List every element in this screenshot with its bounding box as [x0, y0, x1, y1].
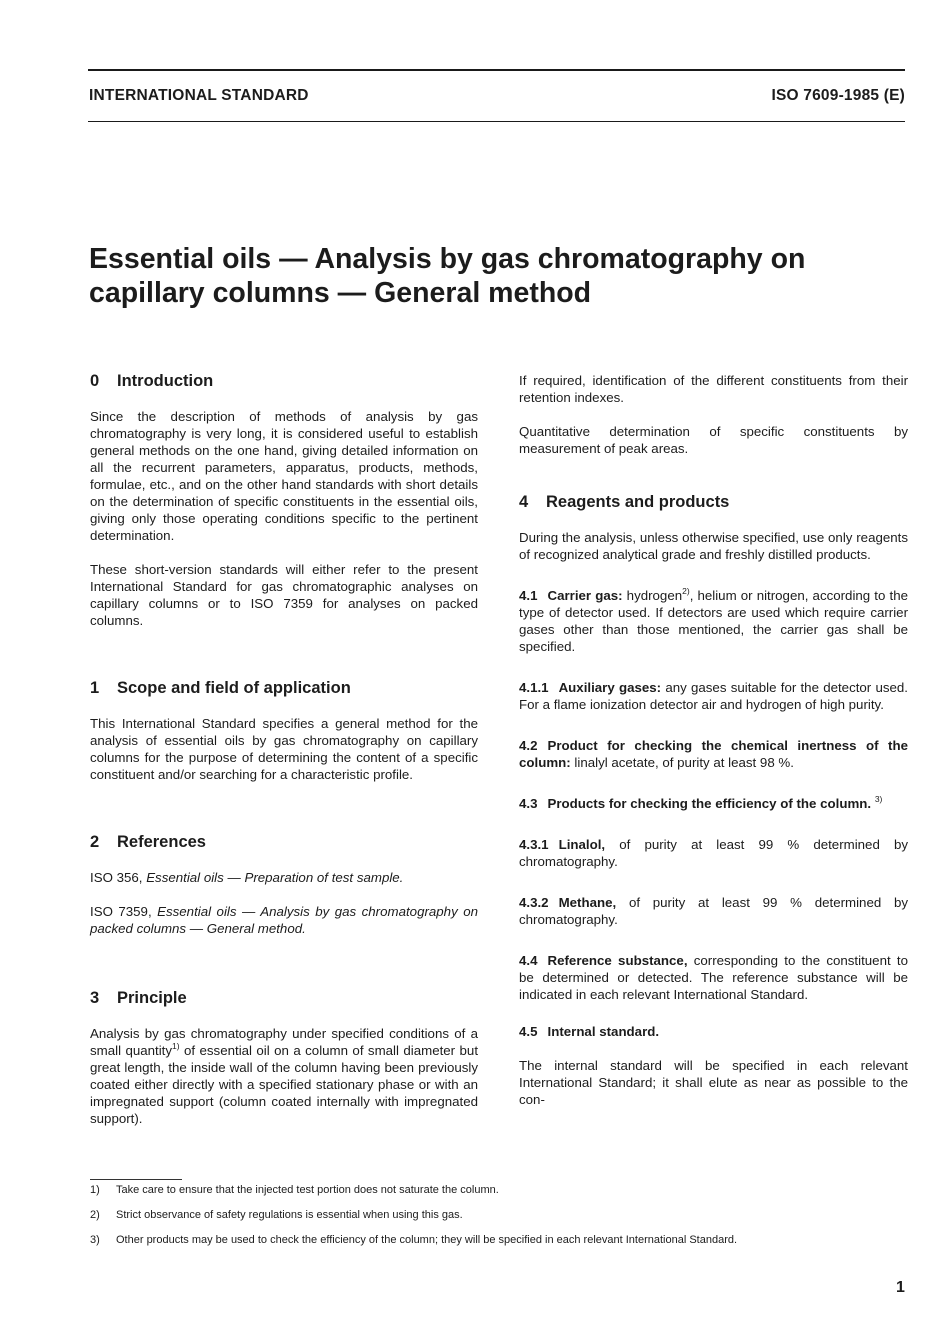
reference-code: ISO 356,: [90, 870, 143, 885]
reagents-paragraph: During the analysis, unless otherwise specified, use only reagents of recognized analytical grade and freshly distilled products.: [519, 530, 908, 562]
right-column: [519, 372, 908, 1108]
clause-label: Carrier gas:: [547, 588, 623, 603]
footnote-ref-2: 2): [682, 585, 690, 596]
section-number: 3: [90, 989, 100, 1007]
section-number: 4: [519, 493, 529, 511]
clause-number: 4.1: [519, 588, 538, 603]
clause-text: , helium or nitrogen, according to the type of detector used. If detectors are used which require carrier gases other than those mentioned, the carrier gas shall be specified.: [519, 588, 908, 654]
clause-4-3-2: [519, 894, 908, 928]
clause-label: Internal standard.: [547, 1024, 660, 1039]
clause-text: of purity at least 99 % determined by chromatography.: [519, 895, 908, 927]
header-document-type: INTERNATIONAL STANDARD: [89, 87, 309, 104]
clause-4-1: [519, 587, 908, 655]
clause-4-2: [519, 737, 908, 771]
left-column: [90, 372, 478, 1127]
clause-number: 4.2: [519, 738, 538, 753]
reference-iso-356: [90, 869, 478, 886]
page-number: 1: [896, 1279, 905, 1296]
title-line-1: Essential oils — Analysis by gas chromatography on: [89, 243, 806, 275]
clause-4-3-1: [519, 836, 908, 870]
section-title: Scope and field of application: [117, 679, 351, 697]
principle-text-a: Analysis by gas chromatography under specified conditions of a small quantity: [90, 1026, 478, 1058]
clause-label: Auxiliary gases:: [558, 680, 662, 695]
footnote-separator: [90, 1179, 182, 1180]
footnote-text: Other products may be used to check the efficiency of the column; they will be specified in each relevant International Standard.: [116, 1234, 738, 1246]
intro-paragraph-1: Since the description of methods of analysis by gas chromatography is very long, it is considered useful to establish general methods on the one hand, giving detailed information on all the recurrent parameters, apparatus, products, methods, formulae, etc., and on the other hand standards with short details on the determination of specific constituents in the essential oils, giving only those operating conditions specific to the pertinent determination.: [90, 409, 478, 543]
footnote-text: Take care to ensure that the injected test portion does not saturate the column.: [116, 1184, 499, 1196]
section-3-heading: [90, 989, 478, 1008]
section-title: Introduction: [117, 372, 214, 390]
footnote-number: 1): [90, 1184, 100, 1196]
footnote-2: [90, 1209, 463, 1222]
clause-text: of purity at least 99 % determined by chromatography.: [519, 837, 908, 869]
reference-title: Essential oils — Preparation of test sample.: [146, 870, 404, 885]
reference-iso-7359: [90, 903, 478, 937]
scope-paragraph: This International Standard specifies a general method for the analysis of essential oils by gas chromatography on capillary columns for the purpose of determining the content of a specific constituent and/or searching for a characteristic profile.: [90, 716, 478, 782]
section-number: 0: [90, 372, 100, 390]
section-number: 1: [90, 679, 100, 697]
clause-text: hydrogen: [622, 588, 683, 603]
header-bottom-rule: [88, 121, 905, 122]
section-title: References: [117, 833, 206, 851]
clause-number: 4.3.2: [519, 895, 549, 910]
internal-standard-paragraph: The internal standard will be specified in each relevant International Standard; it shall elute as near as possible to the con-: [519, 1058, 908, 1107]
section-2-heading: [90, 833, 478, 852]
clause-label: Reference substance,: [547, 953, 688, 968]
principle-identification-paragraph: If required, identification of the different constituents from their retention indexes.: [519, 373, 908, 405]
clause-text: linalyl acetate, of purity at least 98 %.: [570, 755, 794, 770]
clause-text: any gases suitable for the detector used. For a flame ionization detector air and hydrogen of high purity.: [519, 680, 908, 712]
title-line-2: capillary columns — General method: [89, 277, 592, 309]
clause-number: 4.1.1: [519, 680, 549, 695]
section-1-heading: [90, 679, 478, 698]
section-title: Reagents and products: [546, 493, 730, 511]
section-4-heading: [519, 493, 908, 512]
footnote-ref-1: 1): [172, 1040, 180, 1051]
reference-code: ISO 7359,: [90, 904, 152, 919]
clause-4-3: [519, 795, 908, 812]
intro-paragraph-2: These short-version standards will either refer to the present International Standard for gas chromatographic analyses on capillary columns or to ISO 7359 for analyses on packed columns.: [90, 562, 478, 628]
clause-label: Methane,: [558, 895, 617, 910]
clause-4-4: [519, 952, 908, 1003]
principle-quantitative-paragraph: Quantitative determination of specific constituents by measurement of peak areas.: [519, 424, 908, 456]
section-number: 2: [90, 833, 100, 851]
clause-number: 4.4: [519, 953, 538, 968]
clause-label: Product for checking the chemical inertness of the column:: [519, 738, 908, 770]
clause-number: 4.3.1: [519, 837, 549, 852]
footnote-number: 3): [90, 1234, 100, 1246]
footnote-3: [90, 1234, 737, 1247]
footnote-number: 2): [90, 1209, 100, 1221]
header-top-rule: [88, 69, 905, 71]
clause-label: Linalol,: [558, 837, 606, 852]
clause-label: Products for checking the efficiency of the column.: [547, 796, 872, 811]
footnote-ref-3: 3): [874, 793, 883, 804]
section-title: Principle: [117, 989, 187, 1007]
principle-paragraph: [90, 1025, 478, 1127]
footnote-text: Strict observance of safety regulations is essential when using this gas.: [116, 1209, 463, 1221]
clause-number: 4.3: [519, 796, 538, 811]
clause-4-1-1: [519, 679, 908, 713]
section-0-heading: [90, 372, 478, 391]
clause-4-5: [519, 1023, 908, 1040]
footnote-1: [90, 1184, 499, 1197]
principle-text-b: of essential oil on a column of small diameter but great length, the inside wall of the column having been previously coated either directly with a specified stationary phase or with an impregnated support (column coated internally with impregnated support).: [90, 1043, 479, 1126]
header-standard-number: ISO 7609-1985 (E): [771, 87, 905, 104]
clause-text: corresponding to the constituent to be determined or detected. The reference substance will be indicated in each relevant International Standard.: [519, 953, 908, 1002]
clause-number: 4.5: [519, 1024, 538, 1039]
reference-title: Essential oils — Analysis by gas chromatography on packed columns — General method.: [90, 904, 478, 936]
document-title: [89, 242, 889, 310]
